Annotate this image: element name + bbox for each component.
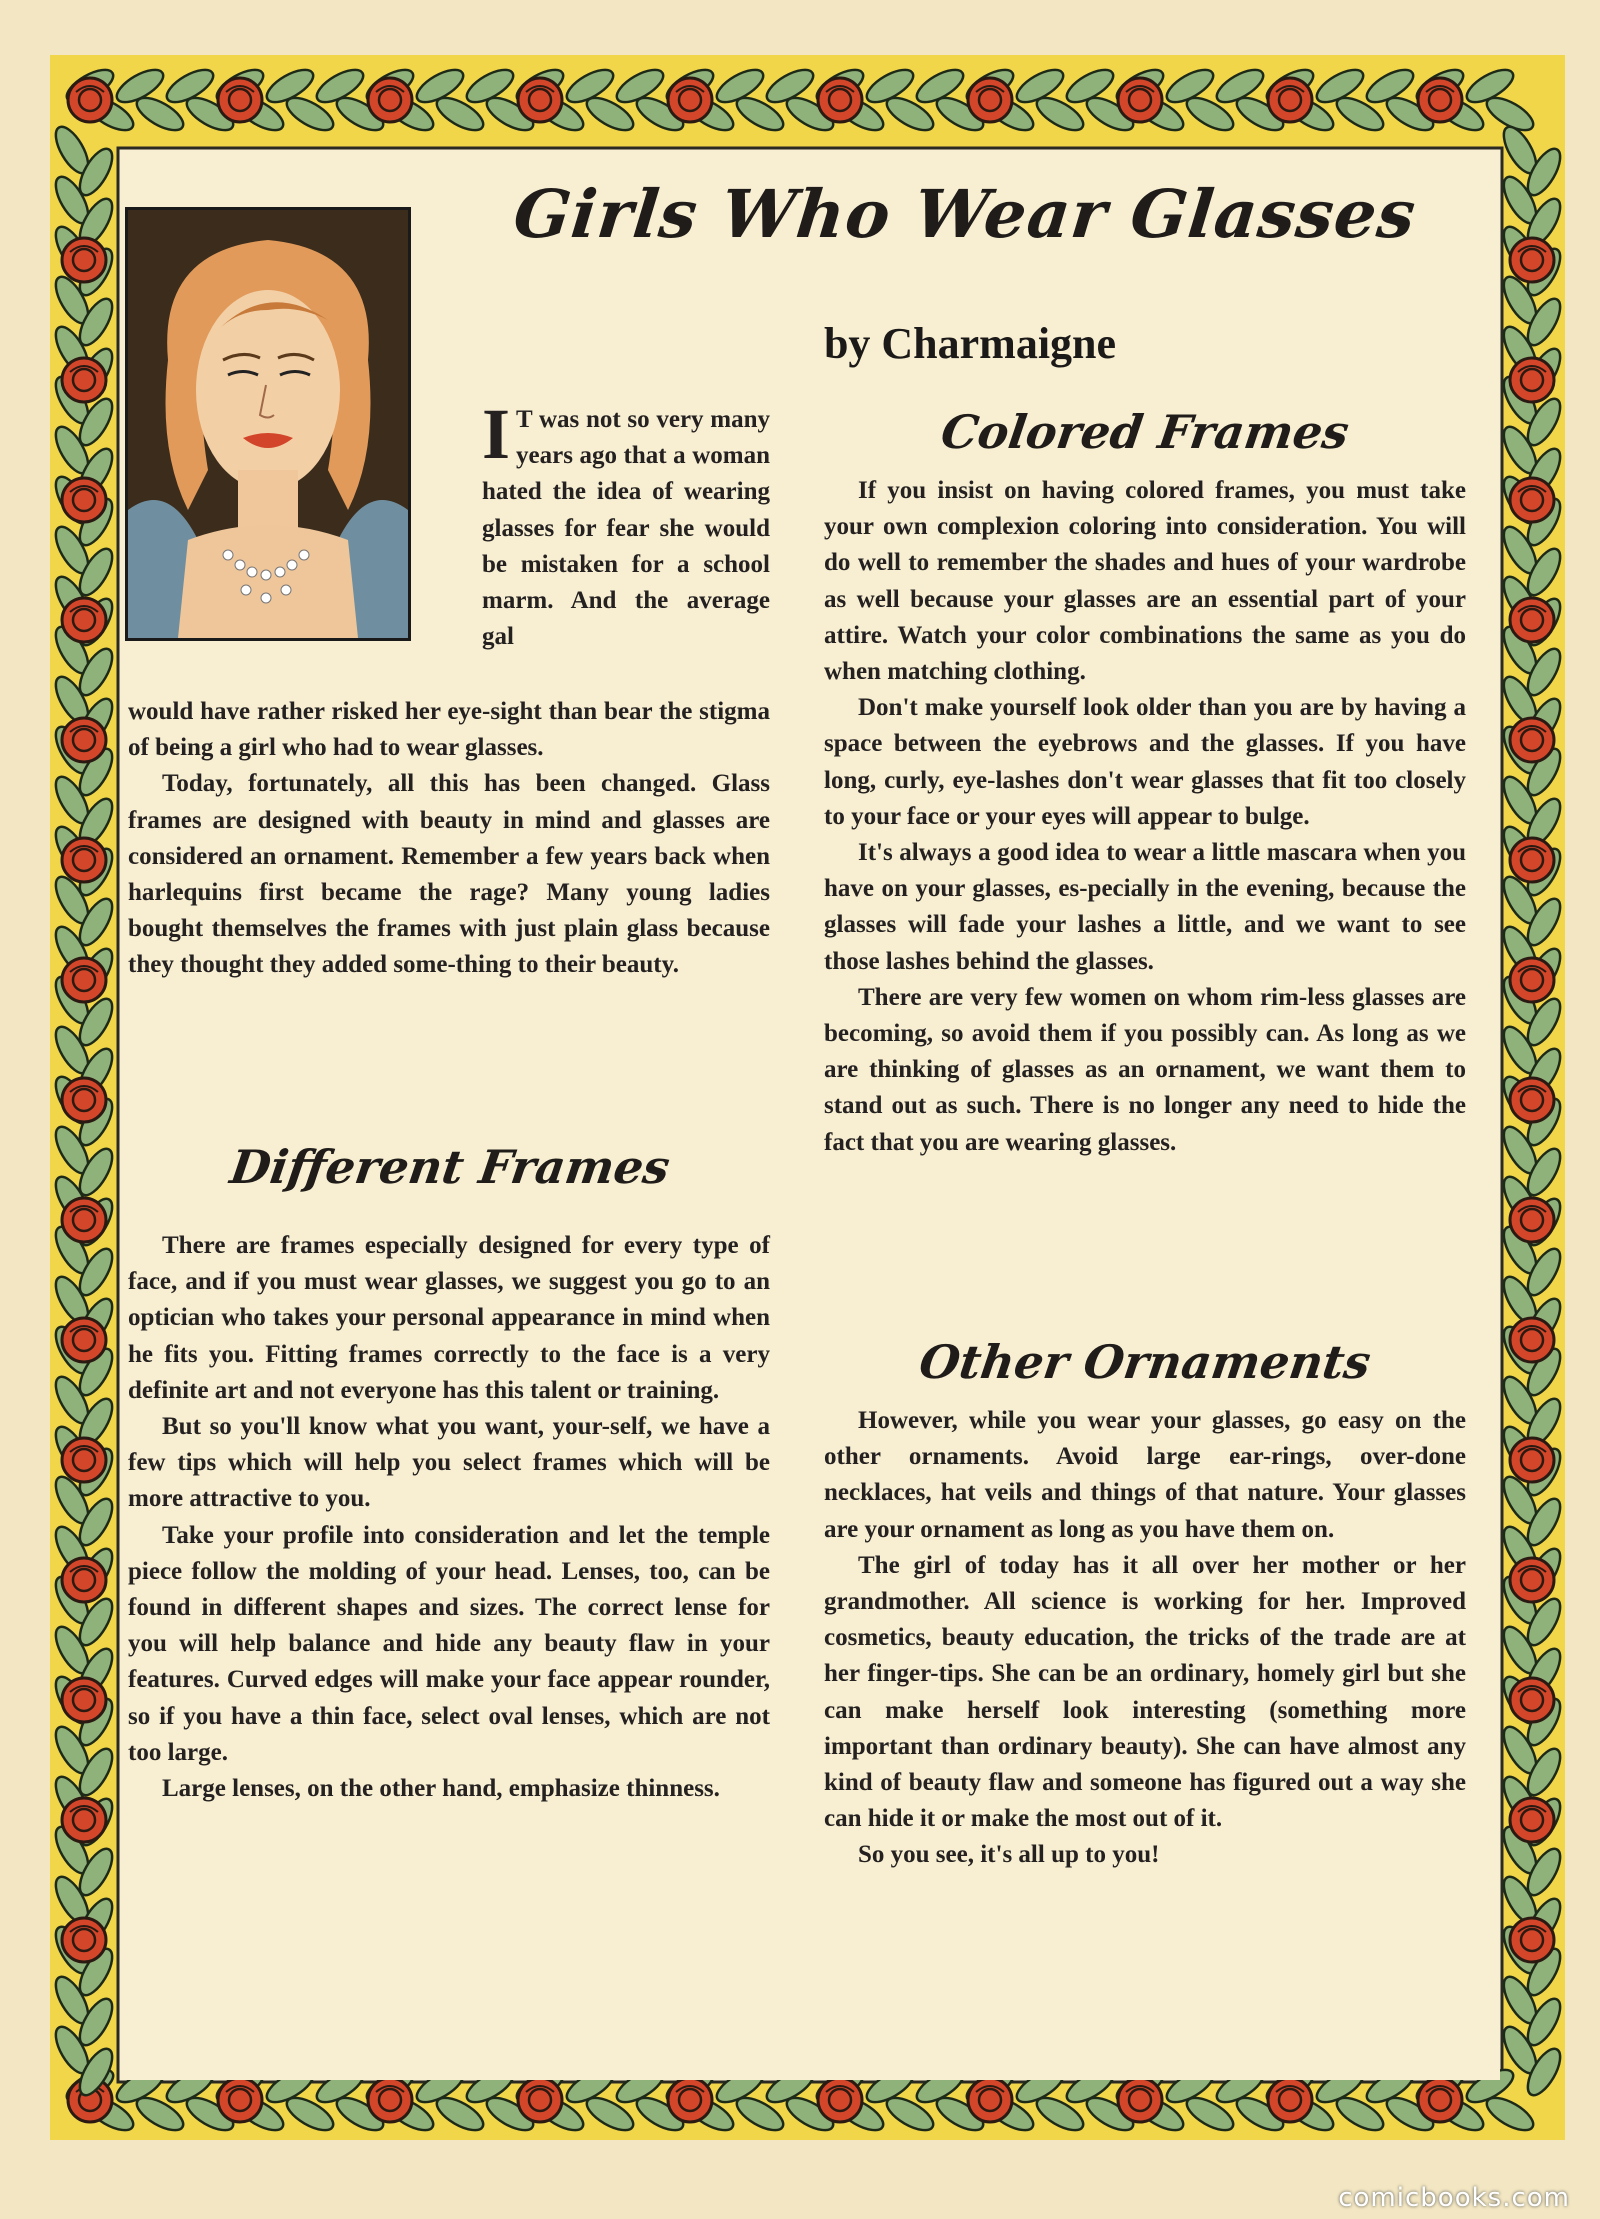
paragraph: However, while you wear your glasses, go easy on the other ornaments. Avoid large ear-rings, over-done necklaces, hat veils and things of that nature. Your glasses are your ornament as long as you have them on. [824, 1407, 1466, 1543]
border-rose [818, 2078, 862, 2122]
border-rose [1510, 1558, 1554, 1602]
paragraph: Take your profile into consideration and let the temple piece follow the molding of your head. Lenses, too, can be found in different shapes and sizes. The correct lense for you will help balance and hide any beauty flaw in your features. Curved edges will make your face appear rounder, so if you have a thin face, select oval lenses, which are not too large. [128, 1521, 770, 1766]
border-rose [62, 598, 106, 642]
border-rose [62, 1678, 106, 1722]
border-rose [1418, 2078, 1462, 2122]
border-rose [1510, 838, 1554, 882]
border-rose [62, 1438, 106, 1482]
border-rose [968, 78, 1012, 122]
border-rose [1268, 2078, 1312, 2122]
border-rose [1510, 1918, 1554, 1962]
article-byline: by Charmaigne [823, 319, 1117, 368]
border-rose [518, 78, 562, 122]
border-rose [62, 1918, 106, 1962]
border-rose [1510, 1438, 1554, 1482]
border-rose [1510, 958, 1554, 1002]
paragraph: Don't make yourself look older than you are by having a space between the eyebrows and the glasses. If you have long, curly, eye-lashes don't wear glasses that fit too closely to your face or your eyes will appear to bulge. [824, 694, 1466, 830]
border-rose [62, 478, 106, 522]
border-rose [968, 2078, 1012, 2122]
border-rose [668, 78, 712, 122]
border-rose [1118, 78, 1162, 122]
intro-first-lines [482, 394, 770, 655]
heading-colored-frames: Colored Frames [937, 405, 1353, 459]
border-rose [62, 838, 106, 882]
border-rose [218, 2078, 262, 2122]
border-rose [62, 1798, 106, 1842]
intro-paragraph-1-rest: would have rather risked her eye-sight than bear the stigma of being a girl who had to wear glasses. [128, 698, 770, 762]
section-different-frames [128, 1228, 770, 1807]
border-rose [818, 78, 862, 122]
border-rose [1268, 78, 1312, 122]
border-rose [1118, 2078, 1162, 2122]
paragraph: But so you'll know what you want, your-self, we have a few tips which will help you select frames which will be more attractive to you. [128, 1413, 770, 1513]
border-rose [1510, 1198, 1554, 1242]
border-rose [518, 2078, 562, 2122]
section-other-ornaments [824, 1403, 1466, 1874]
intro-continuation [128, 694, 770, 984]
woman-portrait-illustration [125, 207, 411, 641]
border-rose [1510, 718, 1554, 762]
border-rose [218, 78, 262, 122]
paragraph: There are very few women on whom rim-less glasses are becoming, so avoid them if you possibly can. As long as we are thinking of glasses as an ornament, we want them to stand out as such. There is no longer any need to hide the fact that you are wearing glasses. [824, 983, 1466, 1156]
site-watermark: comicbooks.com [1338, 2183, 1570, 2213]
portrait-drawing [128, 210, 408, 638]
border-rose [62, 718, 106, 762]
paragraph: If you insist on having colored frames, you must take your own complexion coloring into consideration. You will do well to remember the shades and hues of your wardrobe as well because your glasses are an essential part of your attire. Watch your color combinations the same as you do when matching clothing. [824, 477, 1466, 686]
border-rose [1510, 598, 1554, 642]
border-rose [62, 358, 106, 402]
drop-cap: I [482, 394, 511, 474]
section-colored-frames [824, 473, 1466, 1161]
border-rose [68, 78, 112, 122]
border-rose [1510, 478, 1554, 522]
border-rose [62, 1318, 106, 1362]
border-rose [368, 78, 412, 122]
border-rose [62, 238, 106, 282]
paragraph: It's always a good idea to wear a little mascara when you have on your glasses, es-pecially in the evening, because the glasses will fade your lashes a little, and we want to see those lashes behind the glasses. [824, 839, 1466, 975]
paragraph: There are frames especially designed for every type of face, and if you must wear glasses, we suggest you go to an optician who takes your personal appearance in mind when he fits you. Fitting frames correctly to the face is a very definite art and not everyone has this talent or training. [128, 1232, 770, 1404]
border-rose [1510, 1078, 1554, 1122]
border-rose [1510, 1678, 1554, 1722]
paragraph: The girl of today has it all over her mother or her grandmother. All science is working for her. Improved cosmetics, beauty education, the tricks of the trade are at her finger-tips. She can be an ordinary, homely girl but she can make herself look interesting (something more important than ordinary beauty). She can have almost any kind of beauty flaw and someone has figured out a way she can hide it or make the most out of it. [824, 1551, 1466, 1833]
border-rose [1510, 238, 1554, 282]
border-rose [62, 1558, 106, 1602]
paragraph: Large lenses, on the other hand, emphasize thinness. [162, 1775, 720, 1803]
paragraph: So you see, it's all up to you! [858, 1841, 1160, 1869]
border-rose [62, 1078, 106, 1122]
border-rose [668, 2078, 712, 2122]
border-rose [1510, 358, 1554, 402]
heading-different-frames: Different Frames [226, 1140, 674, 1194]
article-title: Girls Who Wear Glasses [510, 175, 1420, 253]
intro-paragraph-2: Today, fortunately, all this has been changed. Glass frames are designed with beauty in mind and glasses are considered an ornament. Remember a few years back when harlequins first became the rage? Many young ladies bought themselves the frames with just plain glass because they thought they added some-thing to their beauty. [128, 770, 770, 979]
heading-other-ornaments: Other Ornaments [916, 1335, 1374, 1389]
border-rose [1510, 1798, 1554, 1842]
border-rose [1510, 1318, 1554, 1362]
border-rose [1418, 78, 1462, 122]
intro-text-first: T was not so very many years ago that a woman hated the idea of wearing glasses for fear she would be mistaken for a school marm. And the average gal [482, 406, 770, 651]
border-rose [62, 958, 106, 1002]
border-rose [62, 1198, 106, 1242]
border-rose [368, 2078, 412, 2122]
